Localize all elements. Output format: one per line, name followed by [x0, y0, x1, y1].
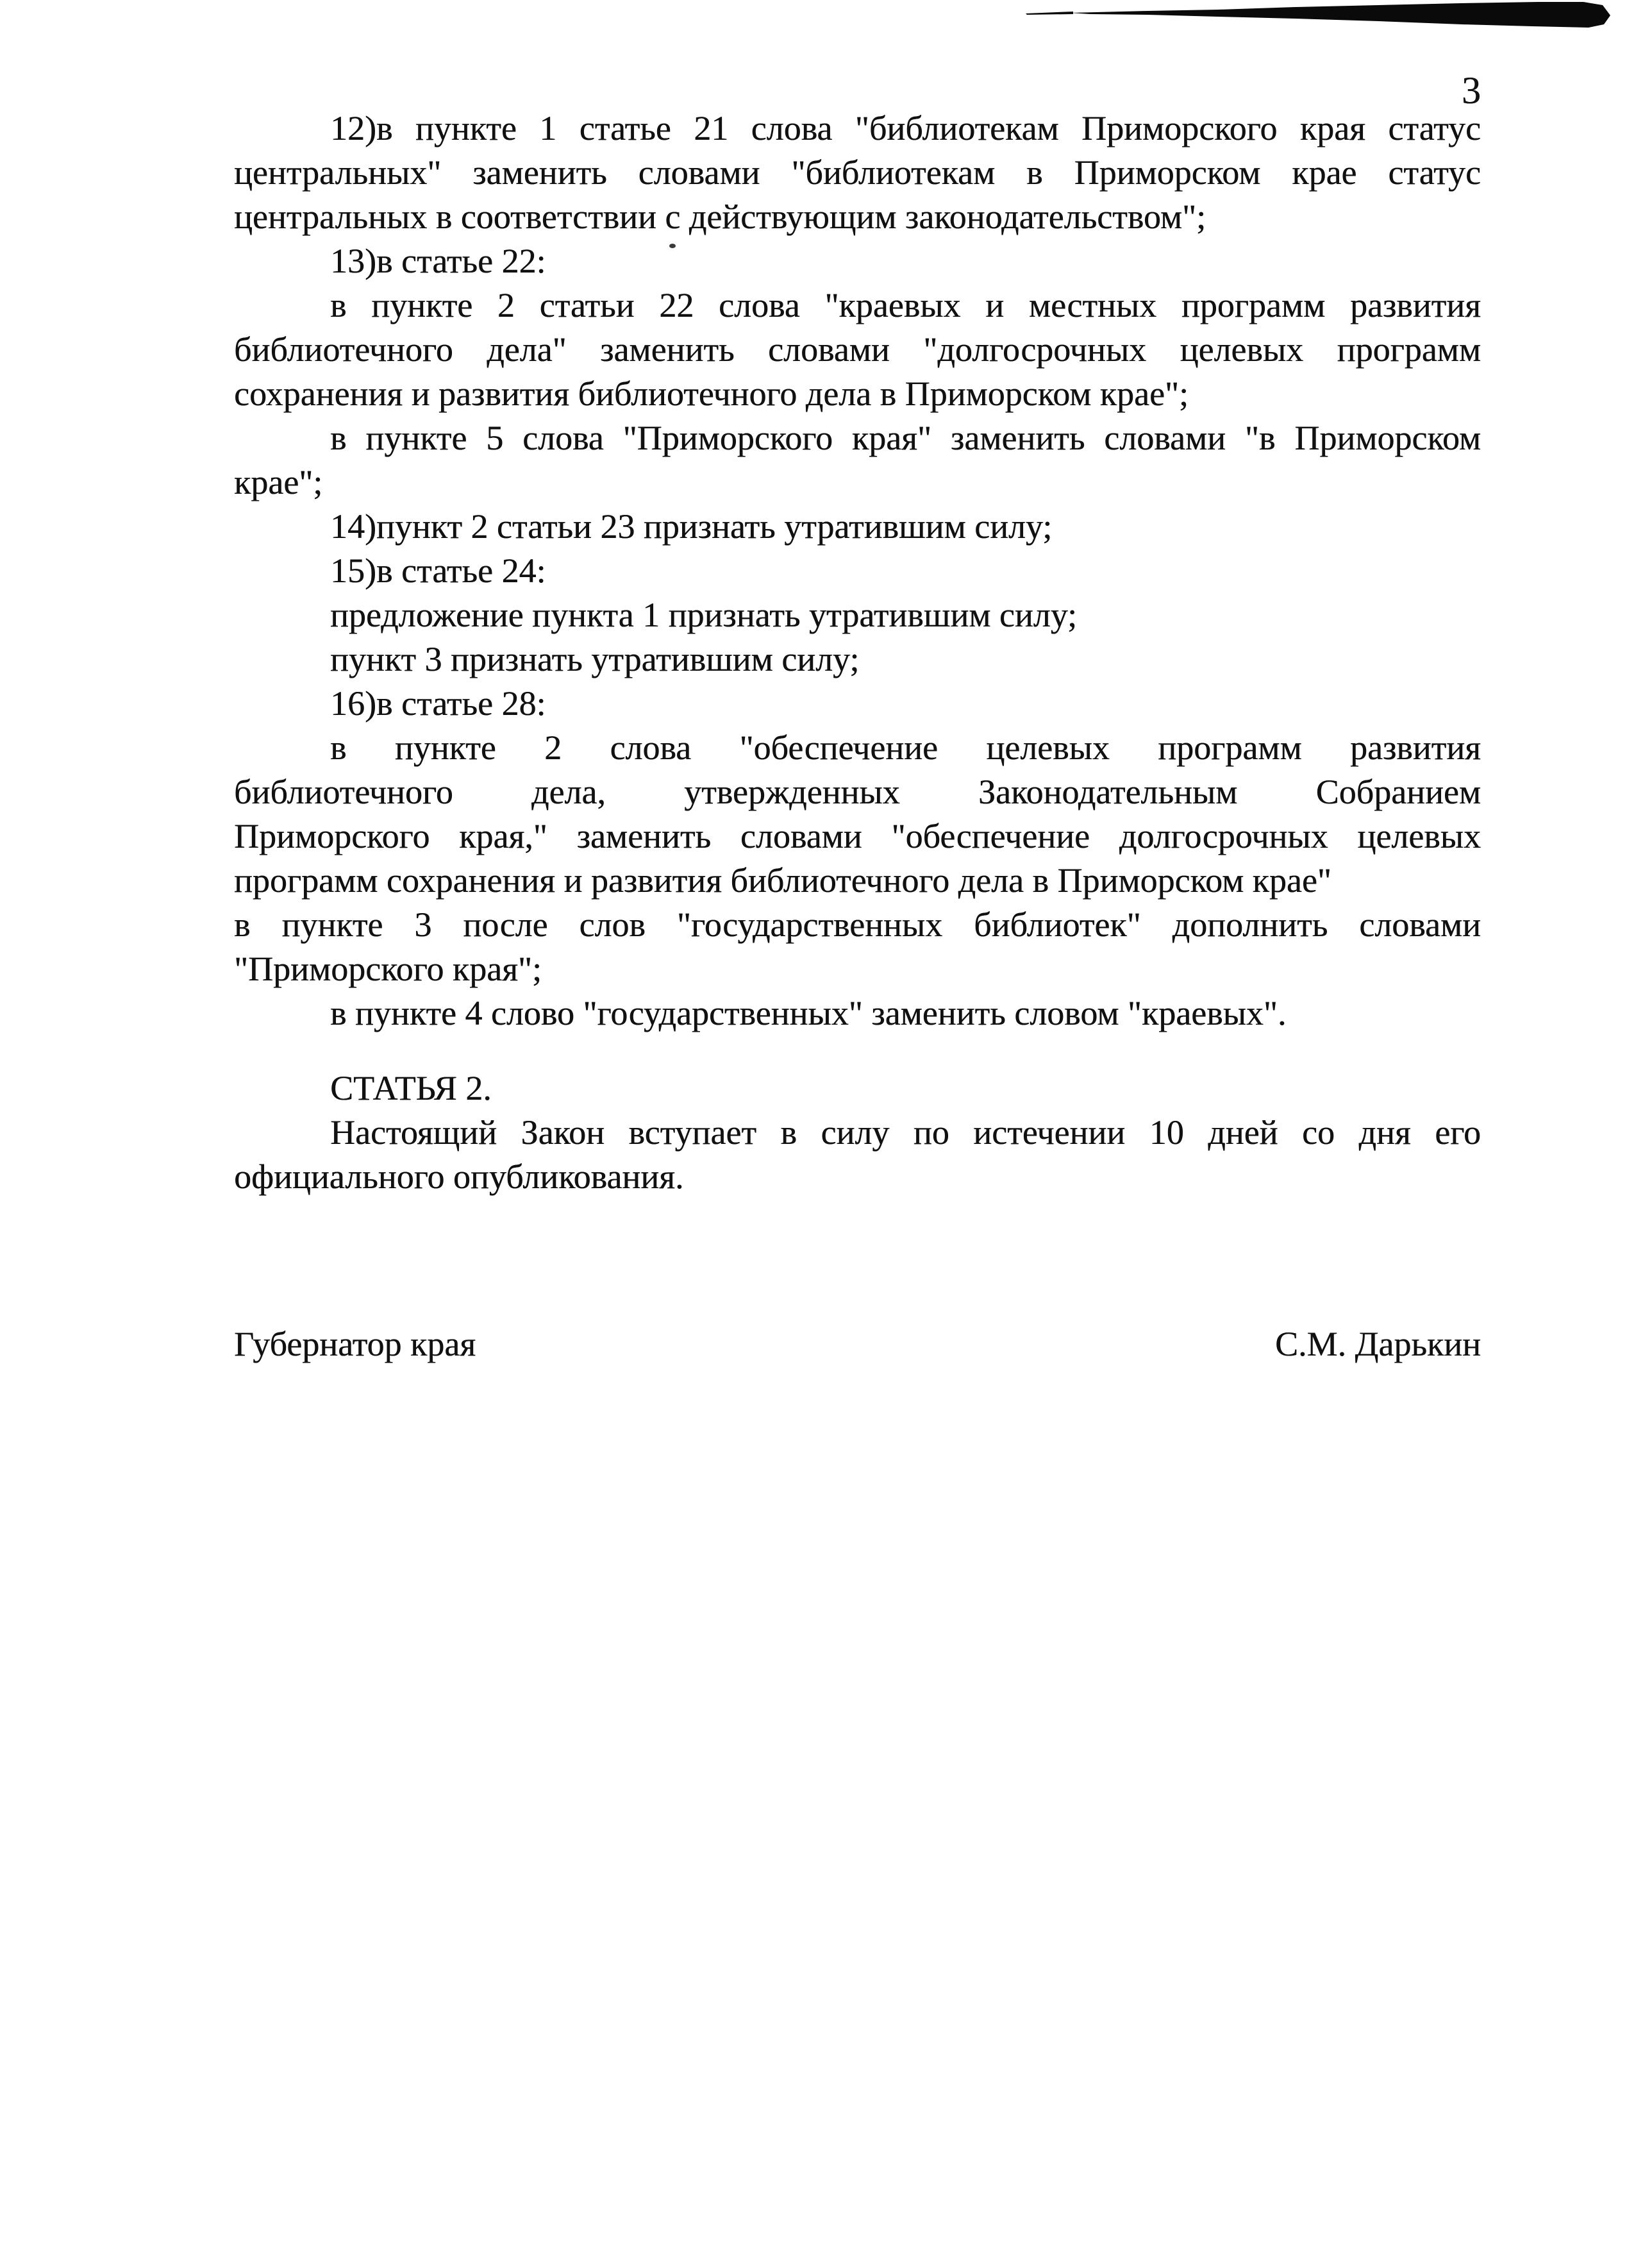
paragraph — [234, 903, 1481, 991]
paragraph — [234, 726, 1481, 903]
paragraph — [234, 239, 1481, 283]
text-line: программ сохранения и развития библиотечного дела в Приморском крае" — [234, 861, 1331, 900]
text-line: 15)в статье 24: — [330, 551, 546, 590]
text-line: в пункте 3 после слов "государственных библиотек" дополнить словами — [234, 905, 1481, 944]
paragraph — [234, 283, 1481, 416]
signature-name: С.М. Дарькин — [1275, 1325, 1481, 1363]
text-line: крае"; — [234, 463, 323, 501]
paragraph — [234, 505, 1481, 549]
signature-row — [234, 1322, 1481, 1366]
text-line: 16)в статье 28: — [330, 684, 546, 723]
ink-smudge-artifact — [0, 0, 1627, 45]
paragraph — [234, 549, 1481, 593]
text-line: в пункте 2 статьи 22 слова "краевых и местных программ развития — [330, 286, 1481, 324]
text-line: Настоящий Закон вступает в силу по истечении 10 дней со дня его — [330, 1113, 1481, 1152]
text-line: центральных в соответствии с действующим законодательством"; — [234, 197, 1206, 236]
text-line: в пункте 4 слово "государственных" заменить словом "краевых". — [330, 994, 1287, 1032]
signature-role: Губернатор края — [234, 1325, 476, 1363]
paragraph — [234, 1066, 1481, 1111]
paragraph — [234, 991, 1481, 1036]
text-line: библиотечного дела" заменить словами "долгосрочных целевых программ — [234, 330, 1481, 369]
ink-smudge-shape — [1071, 2, 1610, 28]
text-line: 12)в пункте 1 статье 21 слова "библиотекам Приморского края статус — [330, 109, 1481, 147]
text-line: в пункте 5 слова "Приморского края" заменить словами "в Приморском — [330, 419, 1481, 457]
paragraph — [234, 682, 1481, 726]
text-line: официального опубликования. — [234, 1157, 684, 1196]
text-line: "Приморского края"; — [234, 950, 542, 988]
text-line: предложение пункта 1 признать утратившим силу; — [330, 596, 1078, 634]
text-line: Приморского края," заменить словами "обеспечение долгосрочных целевых — [234, 817, 1481, 855]
paragraph — [234, 106, 1481, 239]
text-line: 14)пункт 2 статьи 23 признать утратившим силу; — [330, 507, 1053, 546]
text-line: сохранения и развития библиотечного дела в Приморском крае"; — [234, 374, 1189, 413]
paragraph — [234, 416, 1481, 505]
ink-smudge-tail — [1026, 12, 1073, 15]
page-number: 3 — [1462, 69, 1481, 112]
text-line: библиотечного дела, утвержденных Законодательным Собранием — [234, 773, 1481, 811]
paragraph — [234, 1111, 1481, 1199]
text-line: центральных" заменить словами "библиотекам в Приморском крае статус — [234, 153, 1481, 192]
text-line: пункт 3 признать утратившим силу; — [330, 640, 860, 678]
paragraph — [234, 593, 1481, 637]
text-line: СТАТЬЯ 2. — [330, 1069, 492, 1107]
text-line: 13)в статье 22: — [330, 242, 546, 280]
paragraph — [234, 637, 1481, 682]
text-body — [234, 106, 1481, 1199]
text-line: в пункте 2 слова "обеспечение целевых программ развития — [330, 728, 1481, 767]
